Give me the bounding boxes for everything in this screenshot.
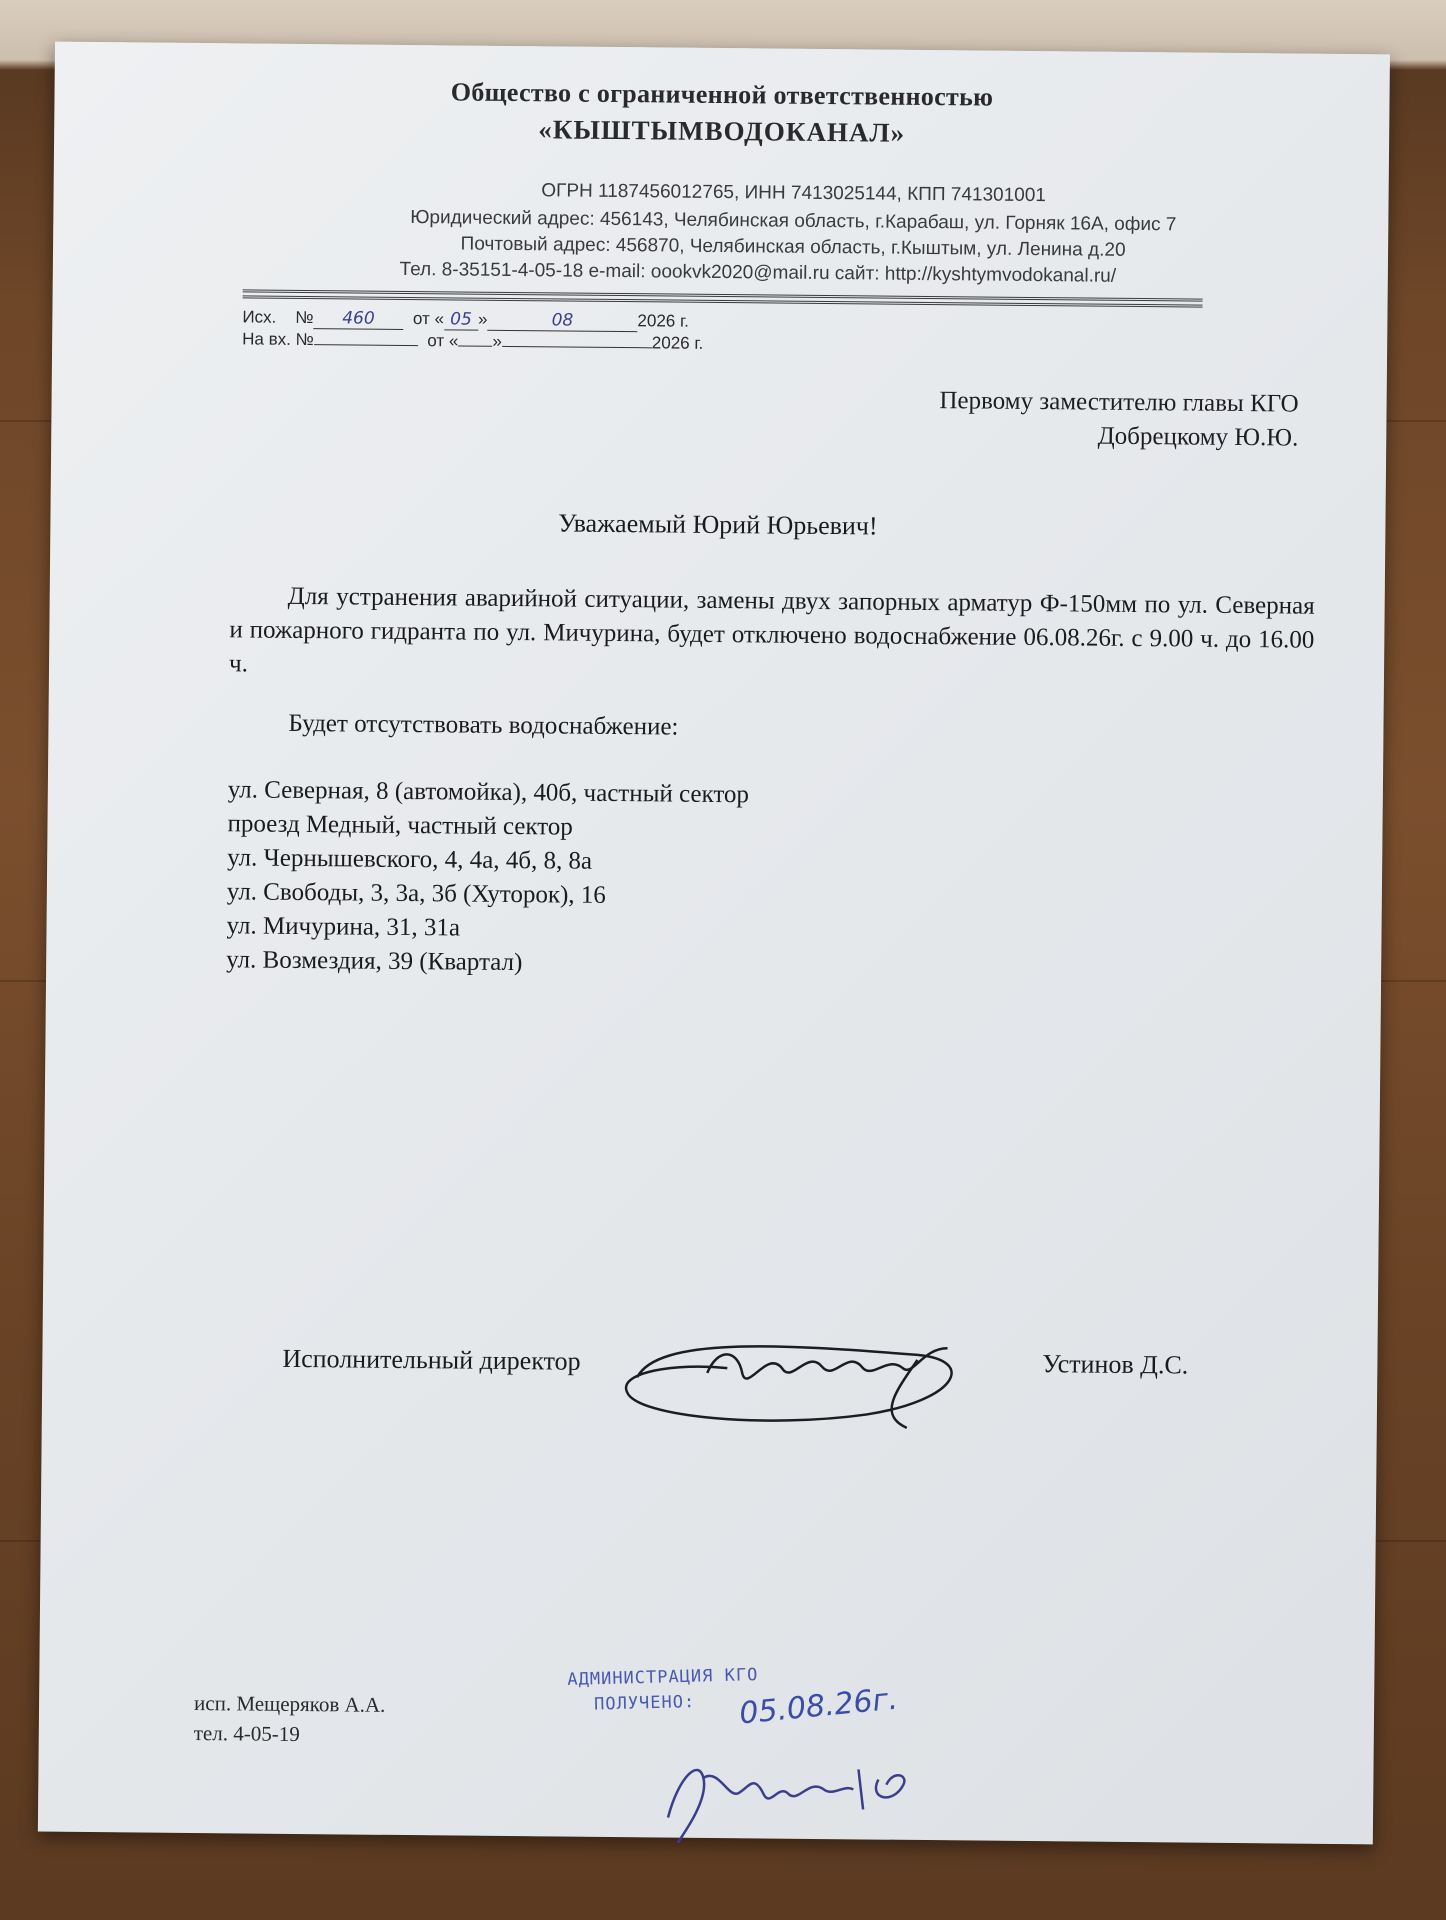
- outgoing-reference: [242, 307, 689, 332]
- address-list: [226, 773, 749, 982]
- stamp-received-label: ПОЛУЧЕНО:: [593, 1692, 696, 1715]
- quote-open: «: [434, 309, 445, 329]
- address-item: ул. Свободы, 3, 3а, 3б (Хуторок), 16: [226, 878, 607, 909]
- legal-address: Юридический адрес: 456143, Челябинская область, г.Карабаш, ул. Горняк 16А, офис 7: [410, 207, 1177, 236]
- received-signature: [658, 1737, 919, 1849]
- address-item: ул. Северная, 8 (автомойка), 40б, частный сектор: [227, 776, 750, 809]
- outgoing-month: 08: [551, 310, 574, 331]
- signer-title: Исполнительный директор: [282, 1343, 581, 1376]
- addressee-block: [939, 384, 1299, 455]
- incoming-year-suffix: 2026 г.: [651, 333, 704, 353]
- address-item: ул. Чернышевского, 4, 4а, 4б, 8, 8а: [227, 844, 593, 875]
- address-item: проезд Медный, частный сектор: [227, 810, 573, 841]
- year-suffix: 2026 г.: [637, 311, 689, 331]
- stamp-organization: АДМИНИСТРАЦИЯ КГО: [567, 1665, 759, 1690]
- incoming-label: На вх. №: [242, 329, 314, 350]
- signer-name: Устинов Д.С.: [1042, 1349, 1189, 1380]
- outage-lead: Будет отсутствовать водоснабжение:: [288, 709, 679, 741]
- body-line-3: отключено водоснабжение 06.08.26г. с 9.00 ч. до 16.00 ч.: [228, 621, 1315, 678]
- number-sign: №: [295, 307, 314, 328]
- body-line-2: Ф-150мм по ул. Северная и пожарного гидранта по ул. Мичурина, будет: [229, 590, 1315, 649]
- outgoing-day: 05: [450, 309, 472, 330]
- company-requisites: ОГРН 1187456012765, ИНН 7413025144, КПП 741301001: [541, 180, 1047, 207]
- address-item: ул. Мичурина, 31, 31а: [226, 912, 461, 942]
- executor-name: исп. Мещеряков А.А.: [193, 1691, 386, 1717]
- incoming-from-label: от: [427, 331, 445, 351]
- outgoing-label: Исх.: [242, 307, 277, 327]
- body-paragraph: [229, 579, 1315, 691]
- addressee-name: Добрецкому Ю.Ю.: [1097, 422, 1299, 452]
- quote-close: »: [477, 309, 488, 329]
- address-item: ул. Возмездия, 39 (Квартал): [226, 946, 523, 977]
- contacts-line: Тел. 8-35151-4-05-18 e-mail: oookvk2020@mail.ru сайт: http://kyshtymvodokanal.ru/: [399, 258, 1117, 287]
- letter-page: [38, 42, 1390, 1845]
- outgoing-number: 460: [342, 308, 375, 329]
- stamp-date: 05.08.26г.: [737, 1681, 900, 1732]
- incoming-quote-close: »: [492, 331, 502, 351]
- incoming-quote-open: «: [448, 331, 459, 351]
- greeting: Уважаемый Юрий Юрьевич!: [558, 508, 878, 541]
- executor-phone: тел. 4-05-19: [193, 1721, 300, 1747]
- addressee-position: Первому заместителю главы КГО: [939, 387, 1299, 418]
- company-name: «КЫШТЫМВОДОКАНАЛ»: [538, 114, 906, 148]
- incoming-reference: [242, 329, 703, 353]
- postal-address: Почтовый адрес: 456870, Челябинская область, г.Кыштым, ул. Ленина д.20: [460, 233, 1126, 261]
- from-label: от: [412, 309, 430, 329]
- body-line-1: Для устранения аварийной ситуации, замены двух запорных арматур: [287, 582, 1033, 617]
- handwritten-signature: [617, 1317, 998, 1431]
- company-form-title: Общество с ограниченной ответственностью: [450, 77, 994, 112]
